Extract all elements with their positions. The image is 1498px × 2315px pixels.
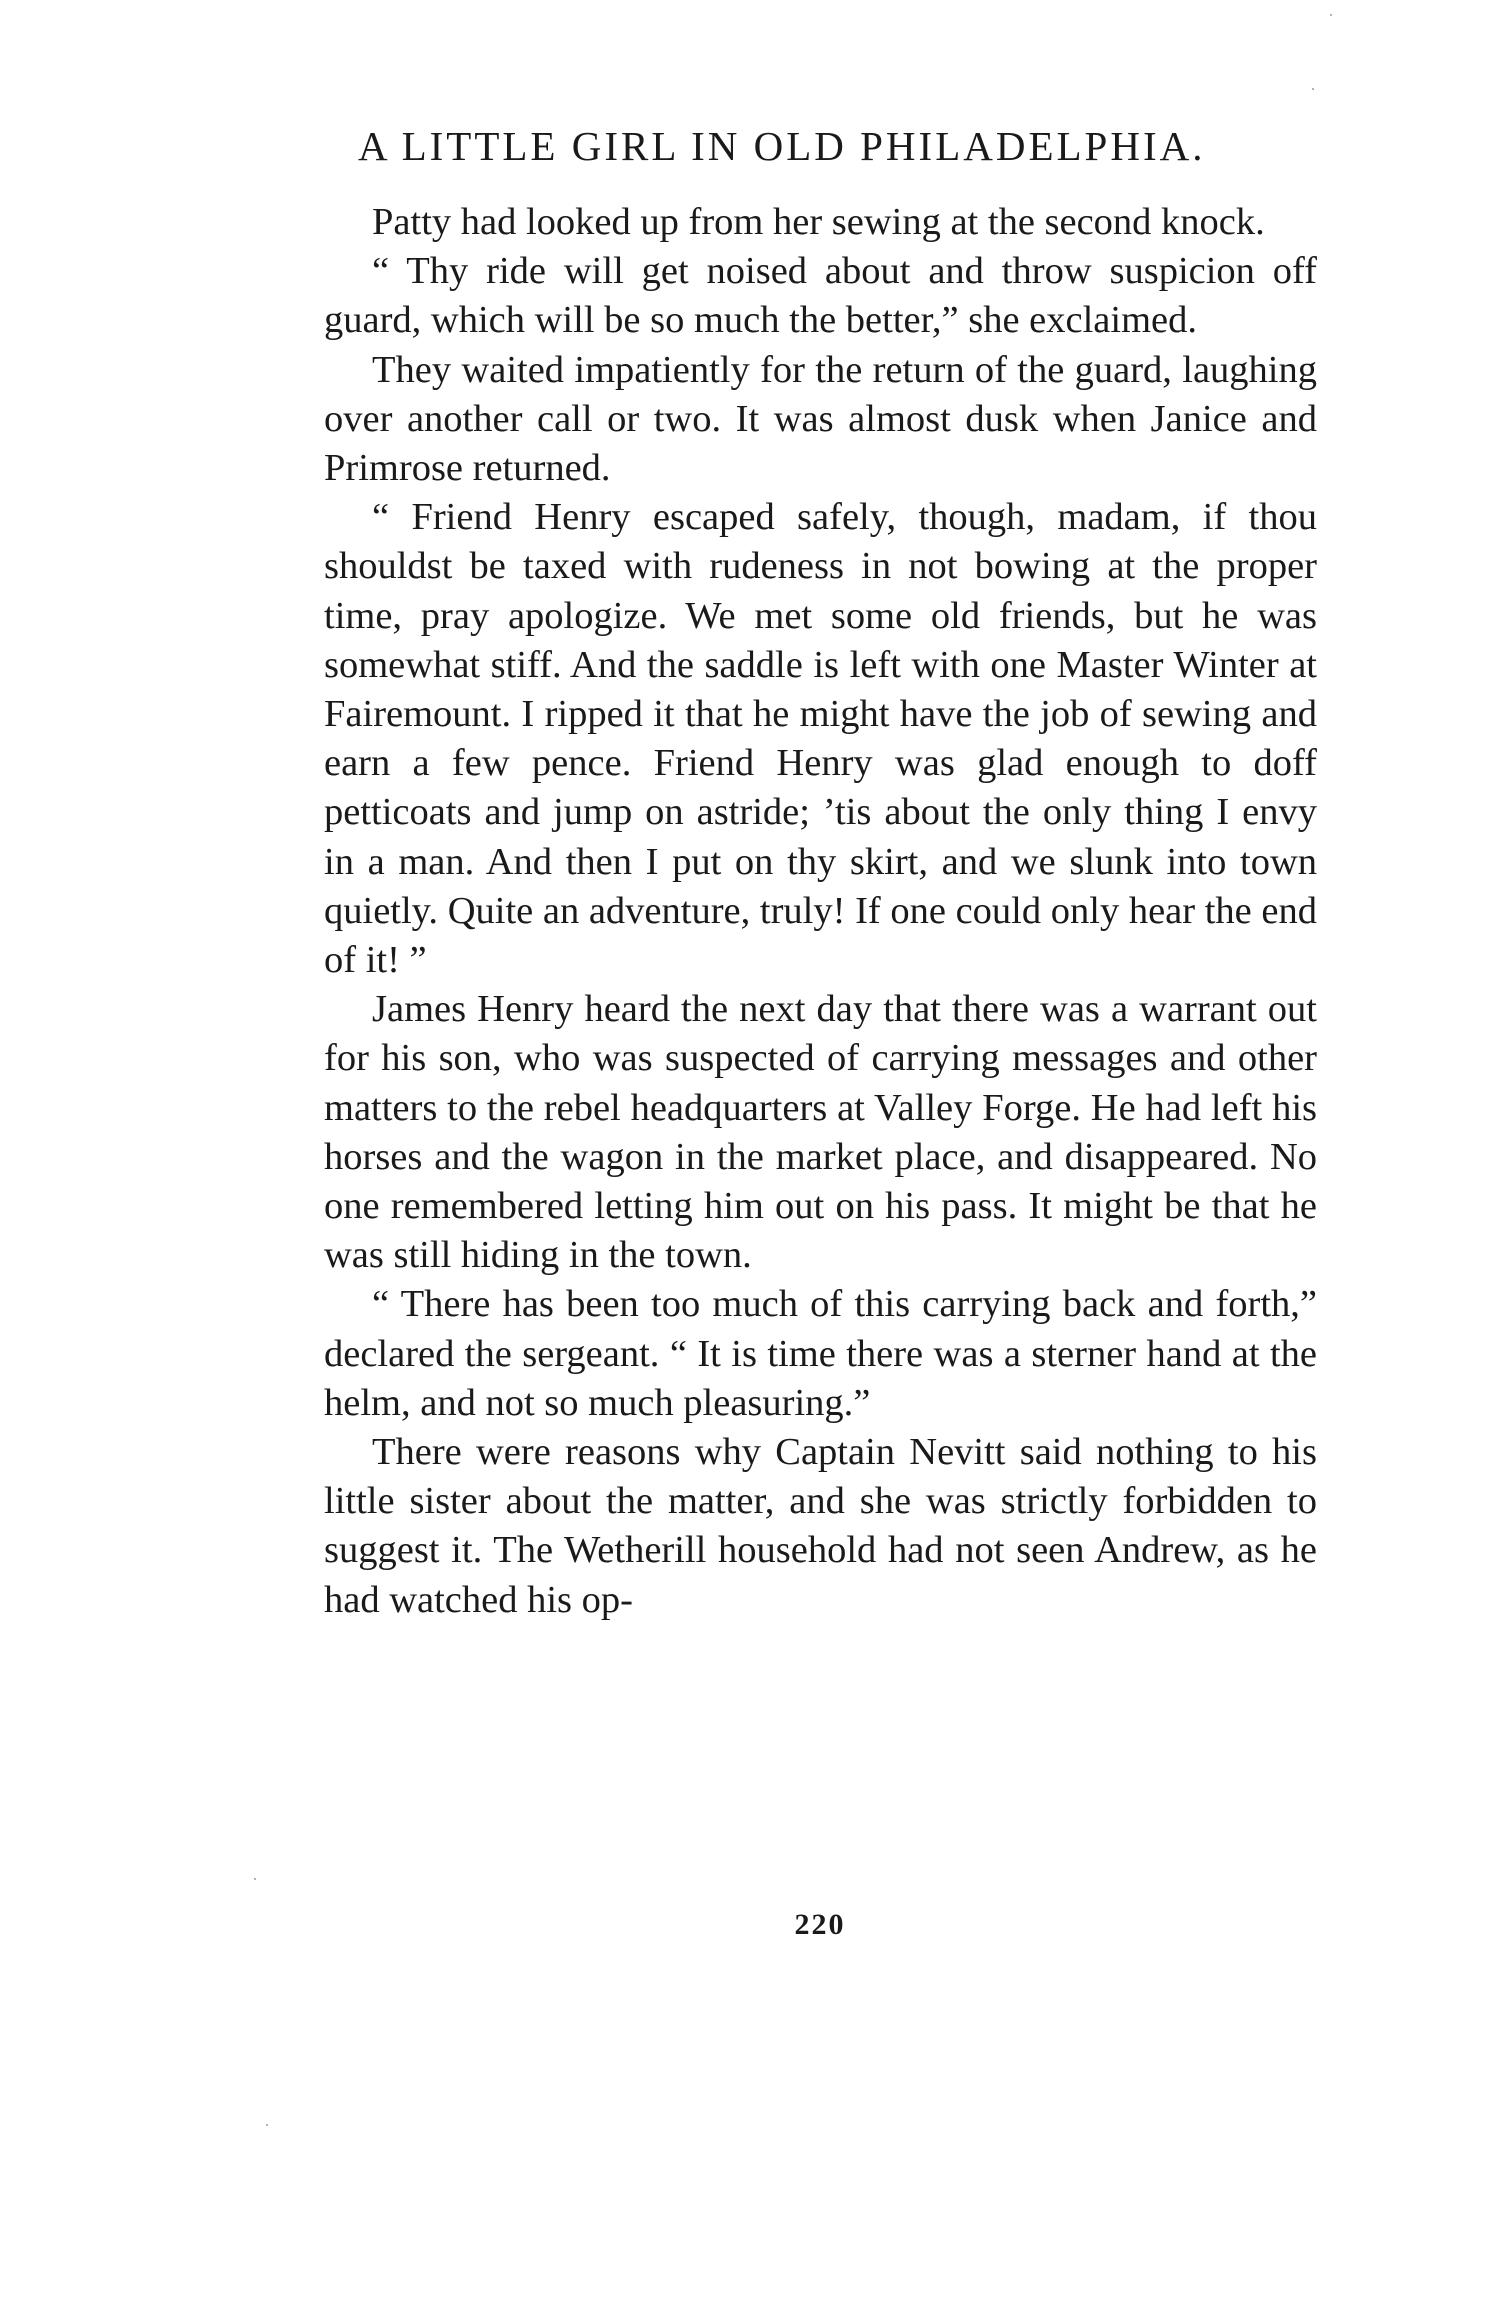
body-text [324, 198, 1317, 1625]
running-head: A LITTLE GIRL IN OLD PHILADELPHIA. [358, 123, 1206, 169]
paragraph: They waited impatiently for the return of the guard, laughing over another call or two. It was almost dusk when Janice and Primrose returned. [324, 348, 1317, 490]
paragraph: James Henry heard the next day that there was a warrant out for his son, who was suspected of carrying messages and other matters to the rebel headquarters at Valley Forge. He had left his horses and the wagon in the market place, and disappeared. No one remembered letting him out on his pass. It might be that he was still hiding in the town. [324, 988, 1317, 1277]
scan-speck [254, 1878, 256, 1880]
paragraph: “ There has been too much of this carrying back and forth,” declared the sergeant. “ It is time there was a sterner hand at the helm, and not so much pleasuring.” [324, 1283, 1317, 1424]
scan-speck [1330, 14, 1332, 16]
page-number: 220 [794, 1908, 846, 1941]
scan-speck [266, 2124, 268, 2126]
paragraph: Patty had looked up from her sewing at the second knock. [372, 201, 1265, 243]
paragraph: “ Thy ride will get noised about and throw suspicion off guard, which will be so much the better,” she exclaimed. [324, 250, 1317, 342]
paragraph: “ Friend Henry escaped safely, though, madam, if thou shouldst be taxed with rudeness in not bowing at the proper time, pray apologize. We met some old friends, but he was somewhat stiff. And the saddle is left with one Master Winter at Fairemount. I ripped it that he might have the job of sewing and earn a few pence. Friend Henry was glad enough to doff petticoats and jump on astride; ’tis about the only thing I envy in a man. And then I put on thy skirt, and we slunk into town quietly. Quite an adventure, truly! If one could only hear the end of it! ” [324, 496, 1317, 982]
paragraph: There were reasons why Captain Nevitt said nothing to his little sister about the matter, and she was strictly forbidden to suggest it. The Wetherill household had not seen Andrew, as he had watched his op- [324, 1431, 1317, 1621]
scan-speck [1312, 88, 1314, 90]
